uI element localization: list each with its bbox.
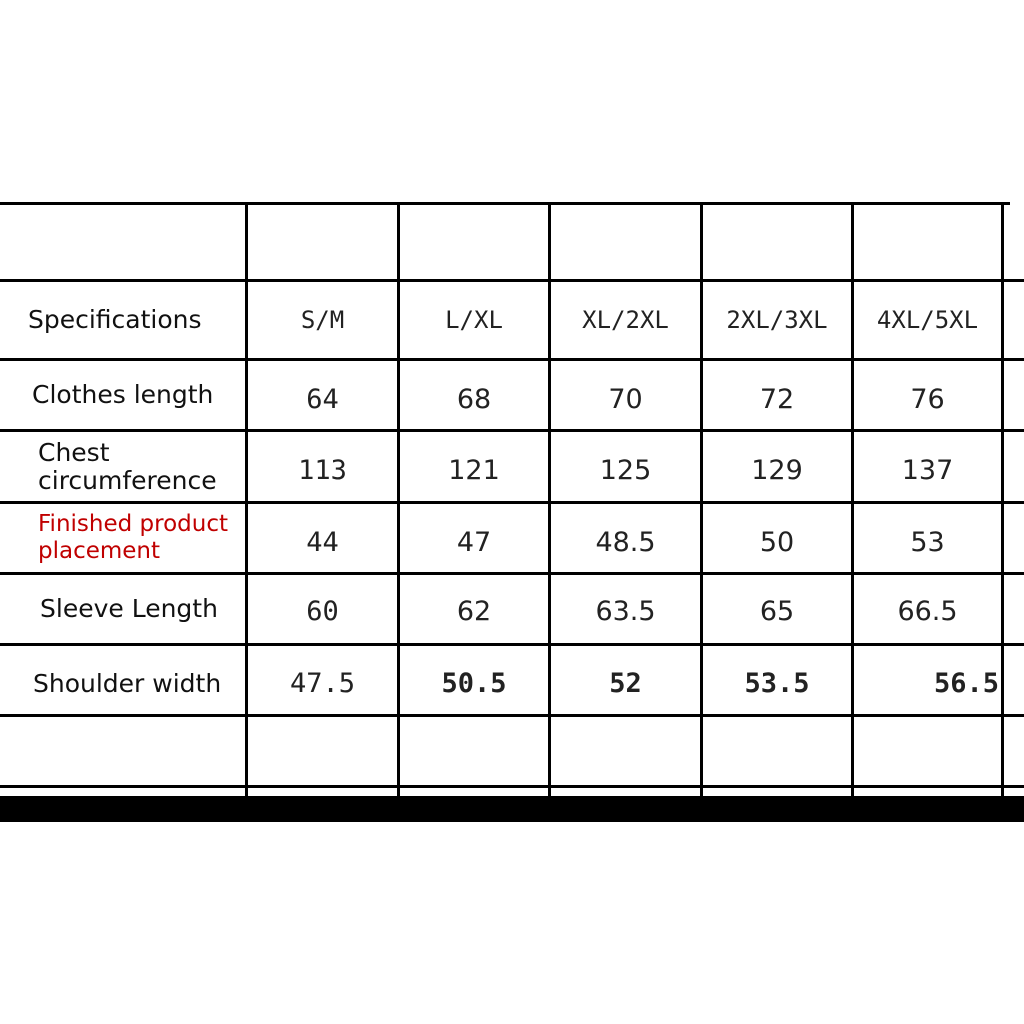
row-label-line: Chest <box>38 437 110 467</box>
row-label: Shoulder width <box>33 669 222 698</box>
table-cell: 65 <box>759 595 795 627</box>
table-cell: 137 <box>901 455 954 486</box>
header-cell: L/XL <box>445 306 503 334</box>
row-label <box>34 432 244 501</box>
table-cell: 56.5 <box>933 667 999 699</box>
row-label: Clothes length <box>32 380 214 409</box>
table-cell: 76 <box>910 383 945 415</box>
grid-line <box>1001 202 1004 796</box>
table-cell: 63.5 <box>595 595 656 627</box>
bottom-border-bar <box>0 796 1024 822</box>
table-cell: 50.5 <box>441 667 507 699</box>
row-label-line: circumference <box>38 465 217 495</box>
table-cell: 53.5 <box>744 667 810 699</box>
table-cell: 60 <box>306 595 339 627</box>
table-cell: 125 <box>599 455 652 486</box>
table-cell: 52 <box>609 667 642 699</box>
table-cell: 44 <box>306 526 339 558</box>
table-cell: 72 <box>759 383 795 415</box>
row-label <box>34 504 244 572</box>
table-cell: 47.5 <box>289 667 356 699</box>
table-cell: 47 <box>456 526 492 558</box>
table-cell: 50 <box>759 526 795 558</box>
table-cell: 121 <box>448 455 500 486</box>
grid-line <box>0 714 1024 717</box>
header-cell: 4XL/5XL <box>876 306 979 334</box>
table-cell: 113 <box>298 455 347 486</box>
row-label-line: Finished product <box>38 511 228 537</box>
table-cell: 66.5 <box>897 595 958 627</box>
header-cell: Specifications <box>28 305 202 334</box>
grid-line <box>0 785 1024 788</box>
table-cell: 129 <box>751 455 803 486</box>
table-cell: 70 <box>608 383 643 415</box>
table-cell: 68 <box>456 383 492 415</box>
table-cell: 64 <box>306 383 339 415</box>
table-cell: 62 <box>456 595 492 627</box>
table-cell: 53 <box>910 526 945 558</box>
header-cell: XL/2XL <box>582 306 669 334</box>
header-cell: S/M <box>300 306 345 334</box>
table-cell: 48.5 <box>595 526 656 558</box>
row-label-line: placement <box>38 538 161 564</box>
header-cell: 2XL/3XL <box>726 306 828 334</box>
row-label: Sleeve Length <box>40 594 218 623</box>
grid-line <box>0 202 1010 205</box>
